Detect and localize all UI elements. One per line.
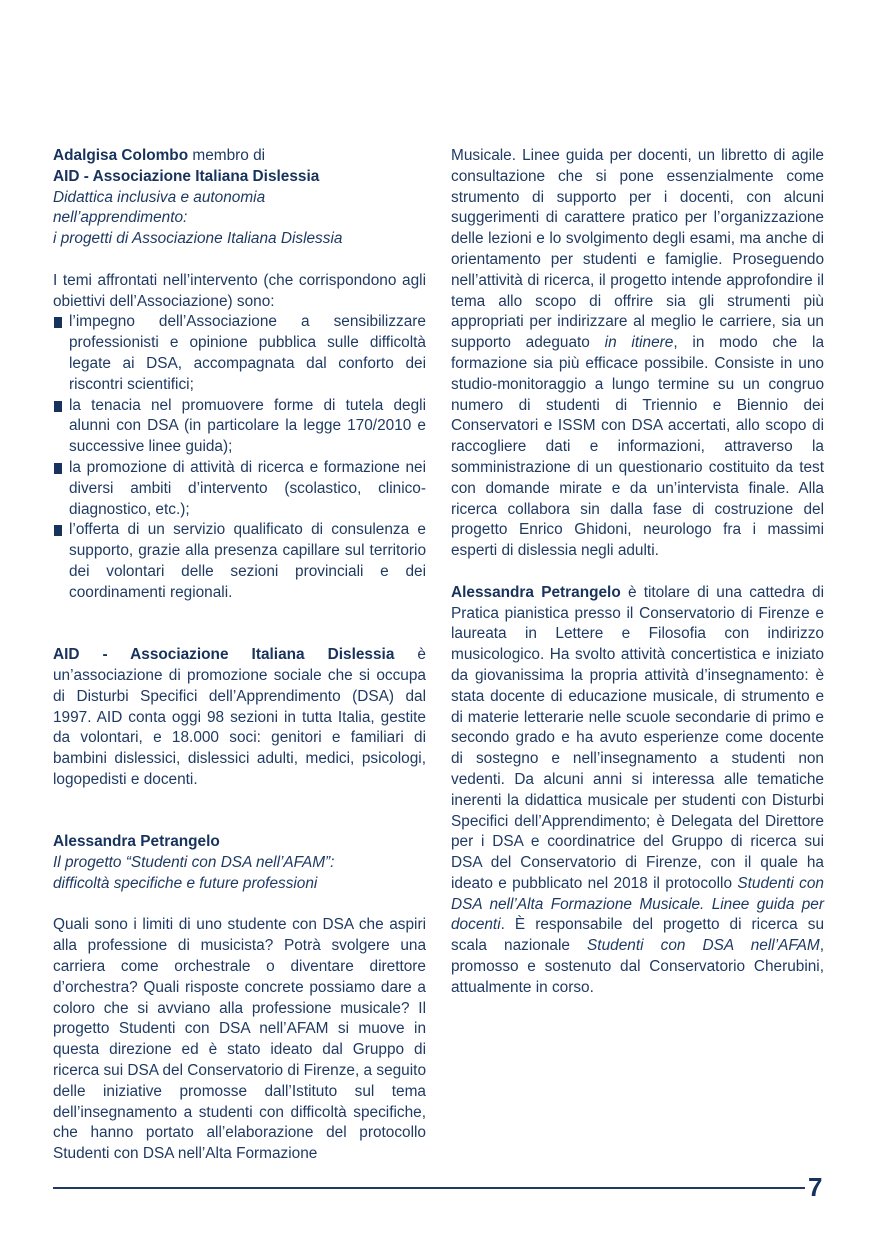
talk-title-line: nell’apprendimento: xyxy=(53,209,188,227)
talk-title-line: i progetti di Associazione Italiana Dislessia xyxy=(53,230,343,248)
text-run: , in modo che la formazione sia più efficace possibile. Consiste in uno studio-monitoraggio a lungo termine su un congruo numero di studenti di Triennio e Biennio dei Conservatori e ISSM con DSA accertati, allo scopo di raccogliere dati e informazioni, attraverso la somministrazione di un questionario costituito da test con domande mirate e da un’intervista finale. Alla ricerca collabora sin dalla fase di costruzione del progetto Enrico Ghidoni, neurologo fra i massimi esperti di dislessia negli adulti. xyxy=(451,334,825,560)
right-column xyxy=(451,146,824,999)
list-item: la tenacia nel promuovere forme di tutela degli alunni con DSA (in particolare la legge 170/2010 e successive linee guida); xyxy=(53,396,426,458)
text-run: , promosso e sostenuto dal Conservatorio Cherubini, attualmente in corso. xyxy=(451,937,824,996)
text-run: è titolare di una cattedra di Pratica pianistica presso il Conservatorio di Firenze e laureata in Lettere e Filosofia con indirizzo musicologico. Ha svolto attività concertistica e iniziato da giovanissima la propria attività d’insegnamento: è stata docente di educazione musicale, di strumento e di materie letterarie nelle scuole secondarie di primo e secondo grado e ha avuto esperienze come docente di sostegno e nell’insegnamento a studenti non vedenti. Da alcuni anni si interessa alle tematiche inerenti la didattica musicale per studenti con Disturbi Specifici dell’Apprendimento; è Delegata del Direttore per i DSA e coordinatrice del Gruppo di ricerca sui DSA del Conservatorio di Firenze, con il quale ha ideato e pubblicato nel 2018 il protocollo xyxy=(451,583,824,892)
speaker-name: Alessandra Petrangelo xyxy=(53,833,220,851)
talk-title-line: Il progetto “Studenti con DSA nell’AFAM”: xyxy=(53,854,335,872)
footer-rule xyxy=(53,1187,805,1189)
speaker-header-petrangelo xyxy=(53,832,426,894)
text-run: Musicale. Linee guida per docenti, un libretto di agile consultazione che si pone essenzialmente come strumento di supporto per i docenti, con alcuni suggerimenti di carattere pratico per l’organizzazione delle lezioni e lo svolgimento degli esami, ma anche di orientamento per studenti e famiglie. Proseguendo nell’attività di ricerca, il progetto intende approfondire il tema allo scopo di offrire sia gli strumenti più appropriati per indirizzare al meglio le carriere, sia un supporto adeguato xyxy=(451,147,824,352)
list-item: l’impegno dell’Associazione a sensibilizzare professionisti e opinione pubblica sulle difficoltà legate ai DSA, accompagnata dal conforto dei riscontri scientifici; xyxy=(53,312,426,395)
talk-title-line: Didattica inclusiva e autonomia xyxy=(53,188,266,206)
project-paragraph: Quali sono i limiti di uno studente con DSA che aspiri alla professione di musicista? Potrà svolgere una carriera come orchestrale o diventare direttore d’orchestra? Quali risposte concrete possiamo dare a coloro che si avviano alla professione musicale? Il progetto Studenti con DSA nell’AFAM si muove in questa direzione ed è stato ideato dal Gruppo di ricerca sui DSA del Conservatorio di Firenze, a seguito delle iniziative promosse dall’Istituto sul tema dell’insegnamento a studenti con difficoltà specifiche, che hanno portato all’elaborazione del protocollo Studenti con DSA nell’Alta Formazione xyxy=(53,916,426,1163)
organization-name: AID - Associazione Italiana Dislessia xyxy=(53,646,395,664)
list-item: l’offerta di un servizio qualificato di consulenza e supporto, grazie alla presenza capillare sul territorio dei volontari delle sezioni provinciali e dei coordinamenti regionali. xyxy=(53,520,426,603)
text-run-italic: Studenti con DSA nell’AFAM xyxy=(587,937,820,955)
bio-paragraph xyxy=(451,583,824,999)
speaker-role: membro di xyxy=(188,147,266,164)
left-column xyxy=(53,146,426,1165)
text-run-italic: in itinere xyxy=(604,334,674,352)
speaker-name: Adalgisa Colombo xyxy=(53,147,189,164)
talk-title-line: difficoltà specifiche e future professioni xyxy=(53,874,318,892)
project-paragraph-continued xyxy=(451,146,824,562)
speaker-name: Alessandra Petrangelo xyxy=(451,583,621,601)
text-run: . È responsabile del progetto di ricerca su scala nazionale xyxy=(451,916,824,955)
topics-list xyxy=(53,312,426,603)
aid-description: è un’associazione di promozione sociale che si occupa di Disturbi Specifici dell’Apprendimento (DSA) dal 1997. AID conta oggi 98 sezioni in tutta Italia, gestite da volontari, e 18.000 soci: genitori e familiari di bambini dislessici, dislessici adulti, medici, psicologi, logopedisti e docenti. xyxy=(53,646,426,788)
text-run-italic: Studenti con DSA nell’Alta Formazione Musicale. Linee guida per docenti xyxy=(451,874,824,934)
intro-paragraph: I temi affrontati nell’intervento (che corrispondono agli obiettivi dell’Associazione) sono: xyxy=(53,271,426,310)
organization-name: AID - Associazione Italiana Dislessia xyxy=(53,167,320,185)
page-number: 7 xyxy=(808,1172,823,1202)
aid-paragraph xyxy=(53,645,426,791)
list-item: la promozione di attività di ricerca e formazione nei diversi ambiti d’intervento (scolastico, clinico-diagnostico, etc.); xyxy=(53,458,426,520)
speaker-header-colombo xyxy=(53,146,426,250)
